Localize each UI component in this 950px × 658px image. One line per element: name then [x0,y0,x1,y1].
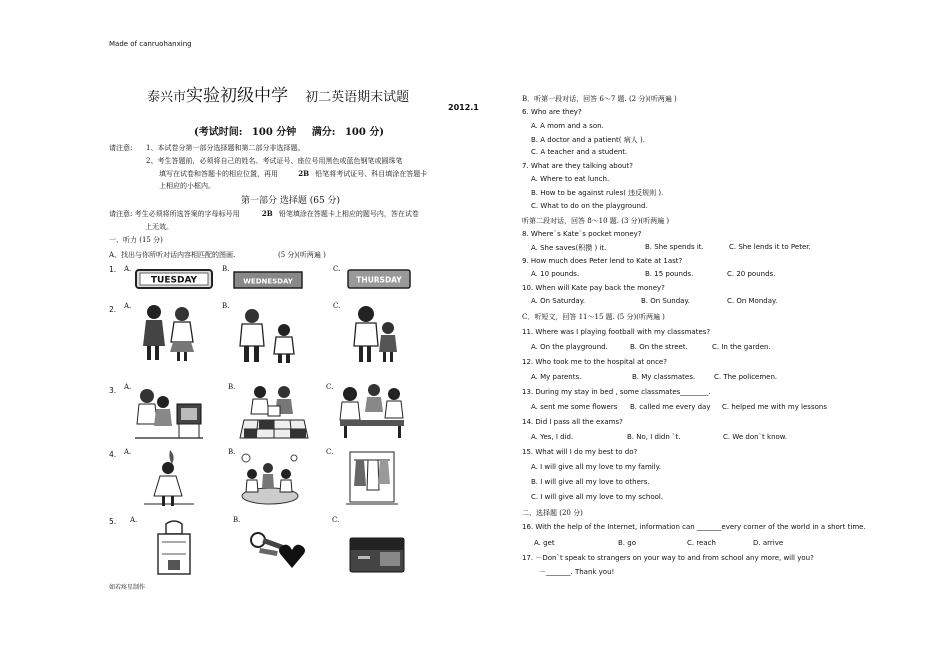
thursday-caption: THURSDAY [356,275,402,285]
bag-picture [154,520,194,578]
q12: 12. Who took me to the hospital at once? [522,358,667,366]
row5-option-c: C. [332,516,340,524]
part1-notice-d: 上无效。 [145,223,173,231]
q6: 6. Who are they? [522,108,582,116]
row4-number: 4. [109,450,117,459]
thursday-sign-picture [347,268,411,290]
part1-notice-pencil: 2B [261,209,273,218]
q12-option-b: B. My classmates. [632,373,696,381]
q8-option-c: C. She lends it to Peter. [729,243,811,251]
row3-option-c: C. [326,383,334,391]
part1-notice-a: 请注意: 考生必须将所选答案的字母标号用 [109,210,240,218]
q6-option-c: C. A teacher and a student. [531,148,628,156]
q11: 11. Where was I playing football with my classmates? [522,328,711,336]
tuesday-sign-picture [134,268,214,290]
people-talking-picture-b [234,304,304,364]
wednesday-caption: WEDNESDAY [243,277,293,286]
q11-option-b: B. On the street. [630,343,688,351]
q9-option-a: A. 10 pounds. [531,270,580,278]
row3-number: 3. [109,386,117,395]
children-playing-picture [238,448,302,508]
q15-option-a: A. I will give all my love to my family. [531,463,662,471]
people-talking-picture-a [138,300,200,362]
row2-option-b: B. [222,302,230,310]
q8: 8. Where`s Kate`s pocket money? [522,230,642,238]
q16-option-c: C. reach [687,539,716,547]
q14-option-a: A. Yes, I did. [531,433,574,441]
q12-option-a: A. My parents. [531,373,582,381]
header-note: Made of canruohanxing [109,40,192,48]
section-2-heading: 二、选择题 (20 分) [522,509,583,517]
q7: 7. What are they talking about? [522,162,633,170]
row1-option-a: A. [124,265,132,273]
title-school: 实验初级中学 [186,86,289,106]
q16-option-d: D. arrive [753,539,784,547]
row2-number: 2. [109,305,117,314]
section-b-heading: B．听第一段对话，回答 6～7 题. (2 分)(听两遍 ) [522,95,677,103]
row2-option-c: C. [333,302,341,310]
exam-date: 2012.1 [448,103,479,112]
row2-option-a: A. [124,302,132,310]
title-city: 泰兴市 [147,90,187,105]
notice-item-2b-pencil: 2B [298,169,310,178]
section-c-heading: C．听短文，回答 11～15 题. (5 分)(听两遍 ) [522,313,665,321]
part1-notice [109,209,419,219]
title-exam: 初二英语期末试题 [305,90,410,105]
family-watching-tv-picture [133,380,205,442]
q16-option-a: A. get [534,539,555,547]
q13: 13. During my stay in bed , some classmates________. [522,388,711,396]
section-a-score: (5 分)(听两遍 ) [278,251,326,259]
time-value: 100 [251,127,273,138]
family-picnic-picture [238,380,310,442]
q8-option-a: A. She saves(积攒 ) it. [531,244,607,252]
q10-option-b: B. On Sunday. [641,297,690,305]
part1-notice-c: 铅笔填涂在答题卡上相应的题号内，答在试卷 [278,210,419,218]
wednesday-sign-picture [233,270,303,290]
notice-item-2b [159,169,427,179]
exam-title [147,81,409,106]
section-a-heading: A、找出与你所听对话内容相匹配的图画. [109,251,236,259]
q14-option-b: B. No, I didn `t. [627,433,681,441]
q9-option-c: C. 20 pounds. [727,270,776,278]
notice-item-2a: 2、考生答题前，必须将自己的姓名、考试证号、座位号用黑色或蓝色钢笔或圆珠笔 [146,157,403,165]
clothes-rack-picture [344,446,400,508]
listening-heading: 一、听力 (15 分) [109,236,163,244]
row4-option-b: B. [228,448,236,456]
row3-option-b: B. [228,383,236,391]
section-b2-heading: 听第二段对话，回答 8～10 题. (3 分)(听两遍 ) [522,217,670,225]
score-value: 100 [344,127,366,138]
row4-option-c: C. [326,448,334,456]
q9: 9. How much does Peter lend to Kate at 1ast? [522,257,683,265]
row4-option-a: A. [124,448,132,456]
q14: 14. Did I pass all the exams? [522,418,623,426]
notice-item-2c: 上相应的小框内。 [159,182,215,190]
q6-option-a: A. A mom and a son. [531,122,604,130]
q12-option-c: C. The policemen. [714,373,778,381]
q15: 15. What will I do my best to do? [522,448,638,456]
q10-option-c: C. On Monday. [727,297,778,305]
score-unit: 分) [369,127,385,138]
q13-option-a: A. sent me some flowers [531,403,618,411]
part1-heading: 第一部分 选择题 (65 分) [241,196,341,206]
q10: 10. When will Kate pay back the money? [522,284,665,292]
footer-note: 如若疼星制作 [109,584,146,591]
row5-number: 5. [109,517,117,526]
q15-option-c: C. I will give all my love to my school. [531,493,664,501]
q11-option-a: A. On the playground. [531,343,608,351]
q7-option-a: A. Where to eat lunch. [531,175,610,183]
notice-label: 请注意: [109,144,133,152]
q10-option-a: A. On Saturday. [531,297,586,305]
row5-option-b: B. [233,516,241,524]
girl-with-plant-picture [140,446,198,508]
q11-option-c: C. In the garden. [712,343,771,351]
tuesday-caption: TUESDAY [150,275,198,286]
exam-time-line [194,123,384,138]
q17: 17. －Don`t speak to strangers on your way to and from school any more, will you? [522,554,814,562]
q15-option-b: B. I will give all my love to others. [531,478,650,486]
row1-number: 1. [109,265,117,274]
time-label: (考试时间: [194,127,243,138]
q16: 16. With the help of the Internet, information can _______every corner of the world in a short time. [522,523,866,531]
q13-option-c: C. helped me with my lessons [722,403,827,411]
q13-option-b: B. called me every day [630,403,711,411]
people-talking-picture-c [350,302,402,364]
row3-option-a: A. [124,383,132,391]
row1-option-c: C. [333,265,341,273]
score-label: 满分: [311,127,336,138]
q7-option-b: B. How to be against rules( 违反规则 ). [531,189,664,197]
notice-item-2b-text: 填写在试卷和答题卡的相应位置，再用 [159,170,278,178]
q6-option-b: B. A doctor and a patient( 病人 ). [531,136,645,144]
row1-option-b: B. [222,265,230,273]
notice-item-2b-rest: 铅笔将考试证号、科目填涂在答题卡 [315,170,428,178]
q7-option-c: C. What to do on the playground. [531,202,648,210]
q9-option-b: B. 15 pounds. [645,270,694,278]
q17-response: －_______. Thank you! [539,568,615,576]
notice-item-1: 1、本试卷分第一部分选择题和第二部分非选择题。 [146,144,305,152]
q14-option-c: C. We don`t know. [723,433,788,441]
time-unit: 分钟 [276,127,297,138]
row5-option-a: A. [130,516,138,524]
wallet-picture [346,530,408,578]
family-dinner-picture [336,380,408,440]
keys-picture [248,528,308,578]
q16-option-b: B. go [618,539,636,547]
q8-option-b: B. She spends it. [645,243,704,251]
